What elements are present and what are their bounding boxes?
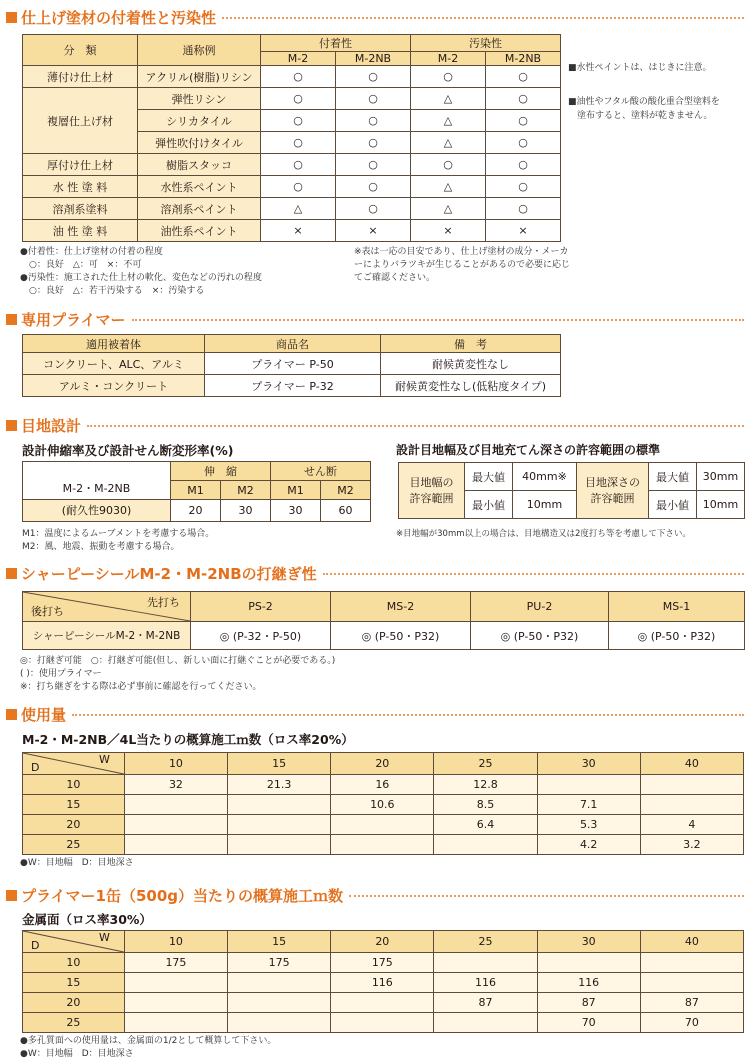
diagonal-header-cell [23, 592, 191, 622]
depth-header: 25 [23, 835, 125, 855]
coverage-cell: 116 [434, 973, 537, 993]
coverage-cell: 116 [331, 973, 434, 993]
product-durability: (耐久性9030) [61, 504, 132, 517]
usage-cell: 5.3 [537, 815, 640, 835]
joint-range-note: ※目地幅が30mm以上の場合は、目地構造又は2度打ち等を考慮して下さい。 [396, 529, 691, 539]
depth-axis-label: D [31, 761, 40, 774]
width-header: 10 [124, 753, 227, 775]
legend-staining: ●汚染性：施工された仕上材の軟化、変色などの汚れの程度 [20, 273, 262, 283]
width-header: 15 [228, 931, 331, 953]
header-m2: M2 [221, 481, 271, 500]
header-m2nb: M-2NB [486, 52, 561, 66]
rating-cell: ○ [486, 154, 561, 176]
coverage-cell [124, 993, 227, 1013]
usage-cell: 4.2 [537, 835, 640, 855]
usage-cell: 8.5 [434, 795, 537, 815]
depth-label-line1: 目地深さの [585, 475, 640, 489]
usage-cell: 6.4 [434, 815, 537, 835]
row-label: シャーピーシールM-2・M-2NB [23, 622, 191, 650]
rating-cell: △ [411, 198, 486, 220]
rating-cell: ○ [261, 132, 336, 154]
col-pu2: PU-2 [471, 592, 609, 622]
side-note-water-paint: ■水性ペイントは、はじきに注意。 [568, 63, 712, 73]
rating-cell: ○ [261, 110, 336, 132]
usage-cell: 16 [331, 775, 434, 795]
max-label: 最大値 [465, 463, 513, 491]
width-label-line2: 許容範囲 [409, 491, 454, 505]
header-m2: M-2 [261, 52, 336, 66]
usage-cell [331, 835, 434, 855]
depth-range-label [577, 463, 649, 519]
product-name: M-2・M-2NB [62, 482, 131, 495]
header-tsusho: 通称例 [138, 35, 261, 66]
usage-cell [124, 835, 227, 855]
category-cell: 厚付け仕上材 [23, 154, 138, 176]
rating-cell: ○ [336, 88, 411, 110]
max-label: 最大値 [649, 463, 697, 491]
header-adhesion: 付着性 [261, 35, 411, 52]
col-ps2: PS-2 [191, 592, 331, 622]
section-title-text: 専用プライマー [21, 310, 126, 329]
rating-cell: △ [411, 176, 486, 198]
primer-coverage-heading: 金属面（ロス率30%） [22, 912, 152, 927]
substrate-cell: コンクリート、ALC、アルミ [23, 353, 205, 375]
section-title-adhesion [6, 7, 744, 27]
coverage-cell: 175 [124, 953, 227, 973]
width-min-value: 10mm [513, 491, 577, 519]
header-product: 商品名 [205, 335, 381, 353]
depth-min-value: 10mm [697, 491, 745, 519]
section-title-primer-coverage [6, 885, 744, 905]
rating-cell: ○ [486, 176, 561, 198]
usage-cell [537, 775, 640, 795]
usage-cell [434, 835, 537, 855]
recoat-legend-3: ※：打ち継ぎをする際は必ず事前に確認を行ってください。 [20, 682, 262, 692]
coverage-cell [228, 973, 331, 993]
table-remark-1: ※表は一応の目安であり、仕上げ塗材の成分・メーカ [354, 247, 569, 257]
header-substrate: 適用被着体 [23, 335, 205, 353]
coverage-legend-2: ●W：目地幅 D：目地深さ [20, 1049, 134, 1059]
depth-header: 10 [23, 953, 125, 973]
recoat-cell: ◎ (P-50・P32) [609, 622, 745, 650]
rating-cell: ○ [486, 198, 561, 220]
width-header: 40 [640, 753, 743, 775]
col-ms2: MS-2 [331, 592, 471, 622]
usage-legend: ●W：目地幅 D：目地深さ [20, 858, 134, 868]
depth-header: 15 [23, 795, 125, 815]
depth-label-line2: 許容範囲 [590, 491, 635, 505]
usage-cell [228, 795, 331, 815]
coverage-cell [228, 1013, 331, 1033]
bullet-square-icon [6, 568, 17, 579]
width-axis-label: W [98, 753, 110, 766]
rating-cell: △ [411, 132, 486, 154]
dotted-divider [87, 425, 744, 427]
recoat-table [22, 591, 745, 650]
usage-cell: 7.1 [537, 795, 640, 815]
header-m2: M-2 [411, 52, 486, 66]
recoat-cell: ◎ (P-50・P32) [331, 622, 471, 650]
primer-table [22, 334, 561, 397]
width-range-label [399, 463, 465, 519]
primer-coverage-table [22, 930, 744, 1033]
material-name: シリカタイル [138, 110, 261, 132]
category-cell: 溶剤系塗料 [23, 198, 138, 220]
rating-cell: ○ [486, 132, 561, 154]
coverage-cell [124, 973, 227, 993]
coverage-cell [434, 953, 537, 973]
rating-cell: ○ [336, 66, 411, 88]
usage-heading: M-2・M-2NB／4L当たりの概算施工ｍ数（ロス率20%） [22, 732, 354, 747]
value-cell: 60 [321, 500, 371, 522]
depth-max-value: 30mm [697, 463, 745, 491]
rating-cell: × [261, 220, 336, 242]
category-cell: 複層仕上げ材 [23, 88, 138, 154]
coverage-cell: 87 [537, 993, 640, 1013]
coverage-cell [331, 993, 434, 1013]
dotted-divider [132, 319, 744, 321]
col-ms1: MS-1 [609, 592, 745, 622]
joint-range-heading: 設計目地幅及び目地充てん深さの許容範囲の標準 [396, 443, 661, 457]
rating-cell: ○ [486, 66, 561, 88]
m2-note: M2：風、地震、振動を考慮する場合。 [22, 542, 180, 552]
usage-cell: 21.3 [228, 775, 331, 795]
dotted-divider [72, 714, 744, 716]
rating-cell: ○ [336, 132, 411, 154]
width-label-line1: 目地幅の [409, 475, 454, 489]
coverage-cell [434, 1013, 537, 1033]
width-header: 15 [228, 753, 331, 775]
width-header: 10 [124, 931, 227, 953]
usage-cell [640, 795, 743, 815]
coverage-legend-1: ●多孔質面への使用量は、金属面の1/2として概算して下さい。 [20, 1036, 277, 1046]
material-name: 樹脂スタッコ [138, 154, 261, 176]
joint-range-table [398, 462, 745, 519]
coverage-cell: 87 [640, 993, 743, 1013]
rating-cell: ○ [336, 110, 411, 132]
width-header: 30 [537, 931, 640, 953]
rating-cell: ○ [486, 88, 561, 110]
depth-header: 20 [23, 815, 125, 835]
side-note-oil-paint-2: 塗布すると、塗料が乾きません。 [568, 111, 713, 121]
rating-cell: ○ [261, 154, 336, 176]
rating-cell: ○ [261, 176, 336, 198]
rating-cell: ○ [261, 66, 336, 88]
width-header: 20 [331, 931, 434, 953]
bullet-square-icon [6, 709, 17, 720]
coverage-cell [537, 953, 640, 973]
rating-cell: ○ [486, 110, 561, 132]
header-shear: せん断 [271, 462, 371, 481]
header-expansion: 伸 縮 [171, 462, 271, 481]
legend-adhesion: ●付着性：仕上げ塗材の付着の程度 [20, 247, 163, 257]
recoat-cell: ◎ (P-32・P-50) [191, 622, 331, 650]
coverage-cell [640, 973, 743, 993]
section-title-primer [6, 309, 744, 329]
usage-cell [640, 775, 743, 795]
dotted-divider [349, 895, 744, 897]
material-name: 弾性吹付けタイル [138, 132, 261, 154]
coverage-cell [640, 953, 743, 973]
rating-cell: ○ [336, 154, 411, 176]
product-cell: プライマー P-50 [205, 353, 381, 375]
rating-cell: × [411, 220, 486, 242]
legend-adhesion-symbols: ○：良好 △：可 ×：不可 [20, 260, 142, 270]
rating-cell: ○ [411, 66, 486, 88]
side-note-oil-paint-1: ■油性やフタル酸の酸化重合型塗料を [568, 97, 720, 107]
rating-cell: ○ [336, 176, 411, 198]
rating-cell: ○ [336, 198, 411, 220]
diagonal-header-cell [23, 753, 125, 775]
remark-cell: 耐候黄変性なし [381, 353, 561, 375]
width-max-value: 40mm※ [513, 463, 577, 491]
coverage-cell [331, 1013, 434, 1033]
section-title-text: シャーピーシールM-2・M-2NBの打継ぎ性 [21, 564, 317, 583]
depth-axis-label: D [31, 939, 40, 952]
usage-cell: 32 [124, 775, 227, 795]
coverage-cell: 70 [640, 1013, 743, 1033]
section-title-text: 使用量 [21, 705, 67, 724]
dotted-divider [222, 17, 744, 19]
rating-cell: ○ [411, 154, 486, 176]
header-staining: 汚染性 [411, 35, 561, 52]
usage-cell: 4 [640, 815, 743, 835]
bullet-square-icon [6, 314, 17, 325]
rating-cell: △ [411, 110, 486, 132]
coverage-cell: 175 [331, 953, 434, 973]
depth-header: 25 [23, 1013, 125, 1033]
header-m2nb: M-2NB [336, 52, 411, 66]
usage-cell: 10.6 [331, 795, 434, 815]
movement-rate-table [22, 461, 371, 522]
value-cell: 30 [271, 500, 321, 522]
header-bunrui: 分 類 [23, 35, 138, 66]
header-remarks: 備 考 [381, 335, 561, 353]
category-cell: 薄付け仕上材 [23, 66, 138, 88]
substrate-cell: アルミ・コンクリート [23, 375, 205, 397]
rating-cell: ○ [261, 88, 336, 110]
section-title-text: プライマー1缶（500g）当たりの概算施工ｍ数 [21, 886, 344, 905]
usage-cell [228, 815, 331, 835]
material-name: 弾性リシン [138, 88, 261, 110]
diagonal-header-cell [23, 931, 125, 953]
rating-cell: △ [411, 88, 486, 110]
usage-cell [124, 795, 227, 815]
depth-header: 15 [23, 973, 125, 993]
usage-cell [331, 815, 434, 835]
width-axis-label: W [98, 931, 110, 944]
min-label: 最小値 [649, 491, 697, 519]
legend-staining-symbols: ○：良好 △：若干汚染する ×：汚染する [20, 286, 205, 296]
recoat-legend-2: ( )：使用プライマー [20, 669, 102, 679]
value-cell: 30 [221, 500, 271, 522]
usage-cell [124, 815, 227, 835]
usage-cell: 12.8 [434, 775, 537, 795]
first-coat-label: 先打ち [147, 596, 180, 609]
category-cell: 水 性 塗 料 [23, 176, 138, 198]
coverage-cell: 70 [537, 1013, 640, 1033]
adhesion-table [22, 34, 561, 242]
depth-header: 20 [23, 993, 125, 1013]
table-remark-2: ーによりバラツキが生じることがあるので必要に応じ [354, 260, 571, 270]
usage-cell [228, 835, 331, 855]
m1-note: M1：温度によるムーブメントを考慮する場合。 [22, 529, 215, 539]
rating-cell: △ [261, 198, 336, 220]
usage-table [22, 752, 744, 855]
min-label: 最小値 [465, 491, 513, 519]
dotted-divider [323, 573, 744, 575]
bullet-square-icon [6, 12, 17, 23]
section-title-joint-design [6, 415, 744, 435]
category-cell: 油 性 塗 料 [23, 220, 138, 242]
product-cell [23, 482, 171, 522]
bullet-square-icon [6, 890, 17, 901]
material-name: アクリル(樹脂)リシン [138, 66, 261, 88]
section-title-usage [6, 704, 744, 724]
material-name: 油性系ペイント [138, 220, 261, 242]
width-header: 25 [434, 753, 537, 775]
recoat-cell: ◎ (P-50・P32) [471, 622, 609, 650]
rating-cell: × [336, 220, 411, 242]
width-header: 30 [537, 753, 640, 775]
header-m2: M2 [321, 481, 371, 500]
depth-header: 10 [23, 775, 125, 795]
header-m1: M1 [171, 481, 221, 500]
coverage-cell: 116 [537, 973, 640, 993]
bullet-square-icon [6, 420, 17, 431]
material-name: 水性系ペイント [138, 176, 261, 198]
width-header: 25 [434, 931, 537, 953]
product-cell: プライマー P-32 [205, 375, 381, 397]
section-title-recoat [6, 563, 744, 583]
coverage-cell [124, 1013, 227, 1033]
width-header: 40 [640, 931, 743, 953]
header-m1: M1 [271, 481, 321, 500]
material-name: 溶剤系ペイント [138, 198, 261, 220]
coverage-cell: 87 [434, 993, 537, 1013]
section-title-text: 仕上げ塗材の付着性と汚染性 [21, 8, 217, 27]
second-coat-label: 後打ち [31, 605, 64, 618]
usage-cell: 3.2 [640, 835, 743, 855]
coverage-cell: 175 [228, 953, 331, 973]
recoat-legend-1: ◎：打継ぎ可能 ○：打継ぎ可能(但し、新しい面に打継ぐことが必要である。) [20, 656, 336, 666]
table-remark-3: てご確認ください。 [354, 273, 436, 283]
movement-rate-heading: 設計伸縮率及び設計せん断変形率(%) [22, 443, 234, 458]
section-title-text: 目地設計 [21, 416, 82, 435]
value-cell: 20 [171, 500, 221, 522]
coverage-cell [228, 993, 331, 1013]
width-header: 20 [331, 753, 434, 775]
rating-cell: × [486, 220, 561, 242]
remark-cell: 耐候黄変性なし(低粘度タイプ) [381, 375, 561, 397]
